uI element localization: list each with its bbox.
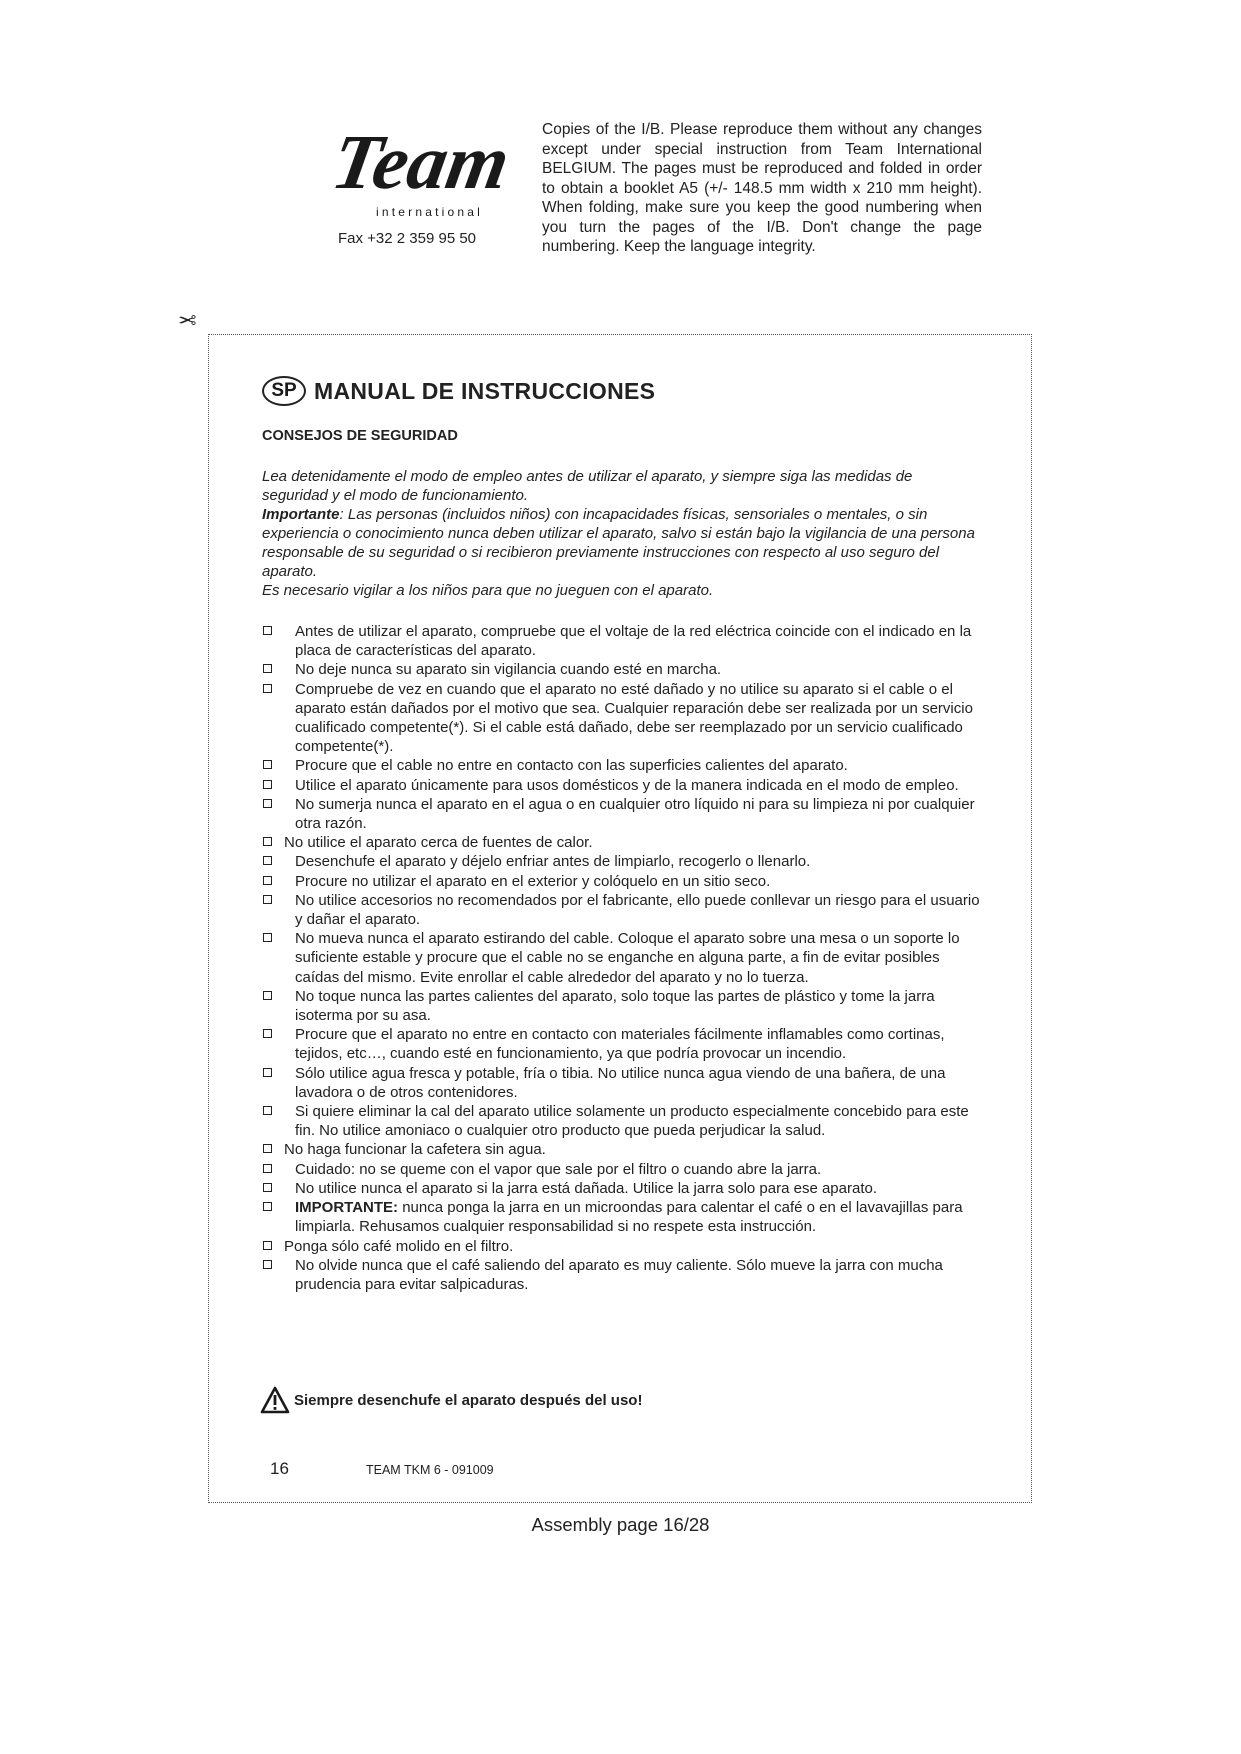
checkbox-bullet-icon — [263, 933, 272, 942]
list-item: No utilice el aparato cerca de fuentes de calor. — [262, 833, 982, 852]
svg-text:international: international — [376, 205, 483, 219]
children-note: Es necesario vigilar a los niños para que no jueguen con el aparato. — [262, 582, 714, 599]
assembly-page-label: Assembly page 16/28 — [531, 1514, 710, 1535]
intro-paragraph: Lea detenidamente el modo de empleo antes de utilizar el aparato, y siempre siga las medidas de seguridad y el modo de funcionamiento. — [262, 468, 913, 504]
list-item: Si quiere eliminar la cal del aparato utilice solamente un producto especialmente concebido para este fin. No utilice amoniaco o cualquier otro producto que pueda perjudicar la salud. — [262, 1102, 982, 1140]
checkbox-bullet-icon — [263, 1029, 272, 1038]
list-item: Desenchufe el aparato y déjelo enfriar antes de limpiarlo, recogerlo o llenarlo. — [262, 852, 982, 871]
list-item: Procure que el aparato no entre en contacto con materiales fácilmente inflamables como cortinas, tejidos, etc…, cuando esté en funcionamiento, ya que podría provocar un incendio. — [262, 1025, 982, 1063]
list-item: Antes de utilizar el aparato, compruebe que el voltaje de la red eléctrica coincide con el indicado en la placa de características del aparato. — [262, 622, 982, 660]
page-number: 16 — [270, 1459, 289, 1478]
list-item: No sumerja nunca el aparato en el agua o en cualquier otro líquido ni para su limpieza ni por cualquier otra razón. — [262, 795, 982, 833]
scissors-icon: ✂ — [178, 307, 197, 332]
checkbox-bullet-icon — [263, 664, 272, 673]
checkbox-bullet-icon — [263, 1241, 272, 1250]
team-logo-graphic — [325, 114, 516, 224]
list-item: No utilice nunca el aparato si la jarra está dañada. Utilice la jarra solo para ese aparato. — [262, 1179, 982, 1198]
list-item: Ponga sólo café molido en el filtro. — [262, 1237, 982, 1256]
list-item: No toque nunca las partes calientes del aparato, solo toque las partes de plástico y tome la jarra isoterma por su asa. — [262, 987, 982, 1025]
list-item: IMPORTANTE: nunca ponga la jarra en un microondas para calentar el café o en el lavavajillas para limpiarla. Rehusamos cualquier responsabilidad si no respete esta instrucción. — [262, 1198, 982, 1236]
language-badge: SP — [262, 376, 306, 406]
important-label: Importante — [262, 506, 340, 523]
list-item: Procure que el cable no entre en contacto con las superficies calientes del aparato. — [262, 756, 982, 775]
checkbox-bullet-icon — [263, 799, 272, 808]
list-item: No olvide nunca que el café saliendo del aparato es muy caliente. Sólo mueve la jarra con mucha prudencia para evitar salpicaduras. — [262, 1256, 982, 1294]
checkbox-bullet-icon — [263, 856, 272, 865]
list-item: No haga funcionar la cafetera sin agua. — [262, 1140, 982, 1159]
warning-triangle-icon — [260, 1386, 290, 1414]
checkbox-bullet-icon — [263, 760, 272, 769]
team-logo — [325, 114, 516, 232]
list-item: No utilice accesorios no recomendados por el fabricante, ello puede conllevar un riesgo para el usuario y dañar el aparato. — [262, 891, 982, 929]
checkbox-bullet-icon — [263, 1260, 272, 1269]
manual-title-row — [262, 376, 655, 406]
svg-text:Team: Team — [325, 119, 516, 206]
important-paragraph — [262, 505, 982, 581]
list-item: Cuidado: no se queme con el vapor que sale por el filtro o cuando abre la jarra. — [262, 1160, 982, 1179]
intro-text — [262, 467, 982, 600]
checkbox-bullet-icon — [263, 1202, 272, 1211]
checkbox-bullet-icon — [263, 1183, 272, 1192]
important-item-label: IMPORTANTE: — [295, 1199, 399, 1217]
section-heading: CONSEJOS DE SEGURIDAD — [262, 428, 458, 444]
checkbox-bullet-icon — [263, 1068, 272, 1077]
checkbox-bullet-icon — [263, 780, 272, 789]
fax-number: Fax +32 2 359 95 50 — [338, 230, 477, 247]
checkbox-bullet-icon — [263, 991, 272, 1000]
list-item: Procure no utilizar el aparato en el exterior y colóquelo en un sitio seco. — [262, 872, 982, 891]
list-item: No deje nunca su aparato sin vigilancia cuando esté en marcha. — [262, 660, 982, 679]
model-reference: TEAM TKM 6 - 091009 — [366, 1463, 494, 1477]
checkbox-bullet-icon — [263, 626, 272, 635]
safety-list — [262, 622, 982, 1294]
checkbox-bullet-icon — [263, 876, 272, 885]
list-item: Utilice el aparato únicamente para usos domésticos y de la manera indicada en el modo de empleo. — [262, 776, 982, 795]
important-text: : Las personas (incluidos niños) con incapacidades físicas, sensoriales o mentales, o sin experiencia o conocimiento nunca deben utilizar el aparato, salvo si están bajo la vigilancia de una persona responsable de su seguridad o si recibieron previamente instrucciones con respecto al uso seguro del aparato. — [262, 506, 975, 580]
checkbox-bullet-icon — [263, 1106, 272, 1115]
warning-text: Siempre desenchufe el aparato después del uso! — [294, 1391, 643, 1409]
list-item: Sólo utilice agua fresca y potable, fría o tibia. No utilice nunca agua viendo de una bañera, de una lavadora o de otros contenidores. — [262, 1064, 982, 1102]
reproduction-note: Copies of the I/B. Please reproduce them without any changes except under special instruction from Team International BELGIUM. The pages must be reproduced and folded in order to obtain a booklet A5 (+/- 148.5 mm width x 210 mm height). When folding, make sure you keep the good numbering when you turn the pages of the I/B. Don't change the page numbering. Keep the language integrity. — [542, 121, 982, 255]
list-item: No mueva nunca el aparato estirando del cable. Coloque el aparato sobre una mesa o un soporte lo suficiente estable y procure que el cable no se enganche en alguna parte, a fin de evitar posibles caídas del mismo. Evite enrollar el cable alrededor del aparato y no lo tuerza. — [262, 929, 982, 987]
checkbox-bullet-icon — [263, 684, 272, 693]
page-title: MANUAL DE INSTRUCCIONES — [314, 377, 656, 404]
checkbox-bullet-icon — [263, 837, 272, 846]
unplug-warning — [260, 1386, 642, 1414]
checkbox-bullet-icon — [263, 1144, 272, 1153]
list-item: Compruebe de vez en cuando que el aparato no esté dañado y no utilice su aparato si el cable o el aparato están dañados por el motivo que sea. Cualquier reparación debe ser realizada por un servicio cualificado competente(*). Si el cable está dañado, debe ser reemplazado por un servicio cualificado competente(*). — [262, 680, 982, 757]
checkbox-bullet-icon — [263, 895, 272, 904]
checkbox-bullet-icon — [263, 1164, 272, 1173]
